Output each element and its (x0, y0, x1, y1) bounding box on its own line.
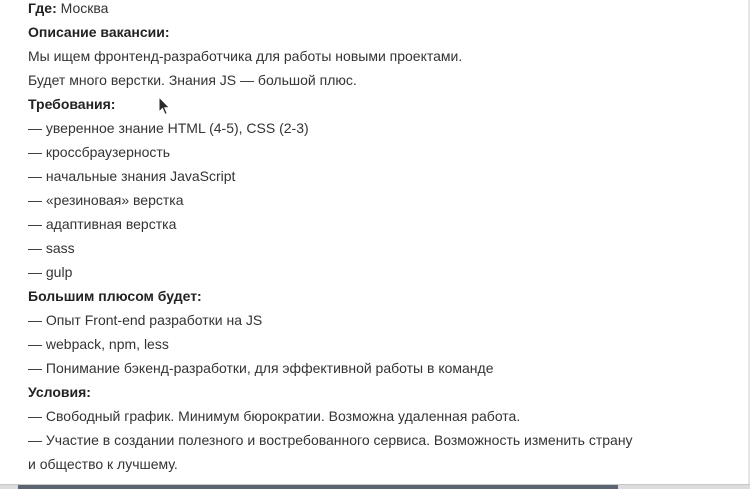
requirement-item: — кроссбраузерность (28, 144, 171, 160)
mouse-cursor-icon (158, 96, 172, 116)
description-heading: Описание вакансии: (28, 24, 170, 40)
requirement-item: — адаптивная верстка (28, 216, 177, 232)
requirements-heading: Требования: (28, 96, 116, 112)
requirement-item: — gulp (28, 264, 73, 280)
where-value: Москва (60, 0, 109, 16)
conditions-heading: Условия: (28, 384, 91, 400)
requirement-item: — «резиновая» верстка (28, 192, 184, 208)
plus-item: — Понимание бэкенд-разработки, для эффективной работы в команде (28, 360, 494, 376)
description-line: Мы ищем фронтенд-разработчика для работы новыми проектами. (28, 48, 463, 64)
pluses-heading: Большим плюсом будет: (28, 288, 202, 304)
requirement-item: — sass (28, 240, 75, 256)
plus-item: — webpack, npm, less (28, 336, 169, 352)
vacancy-text (28, 0, 728, 476)
horizontal-scrollbar[interactable] (0, 484, 750, 489)
plus-item: — Опыт Front-end разработки на JS (28, 312, 263, 328)
requirement-item: — начальные знания JavaScript (28, 168, 236, 184)
condition-item: — Участие в создании полезного и востребованного сервиса. Возможность изменить страну (28, 432, 633, 448)
condition-item: и общество к лучшему. (28, 456, 178, 472)
where-line (28, 0, 728, 20)
condition-item: — Свободный график. Минимум бюрократии. Возможна удаленная работа. (28, 408, 521, 424)
requirement-item: — уверенное знание HTML (4-5), CSS (2-3) (28, 120, 309, 136)
description-line: Будет много верстки. Знания JS — большой плюс. (28, 72, 357, 88)
scrollbar-thumb[interactable] (18, 485, 618, 489)
where-label: Где: (28, 0, 57, 16)
